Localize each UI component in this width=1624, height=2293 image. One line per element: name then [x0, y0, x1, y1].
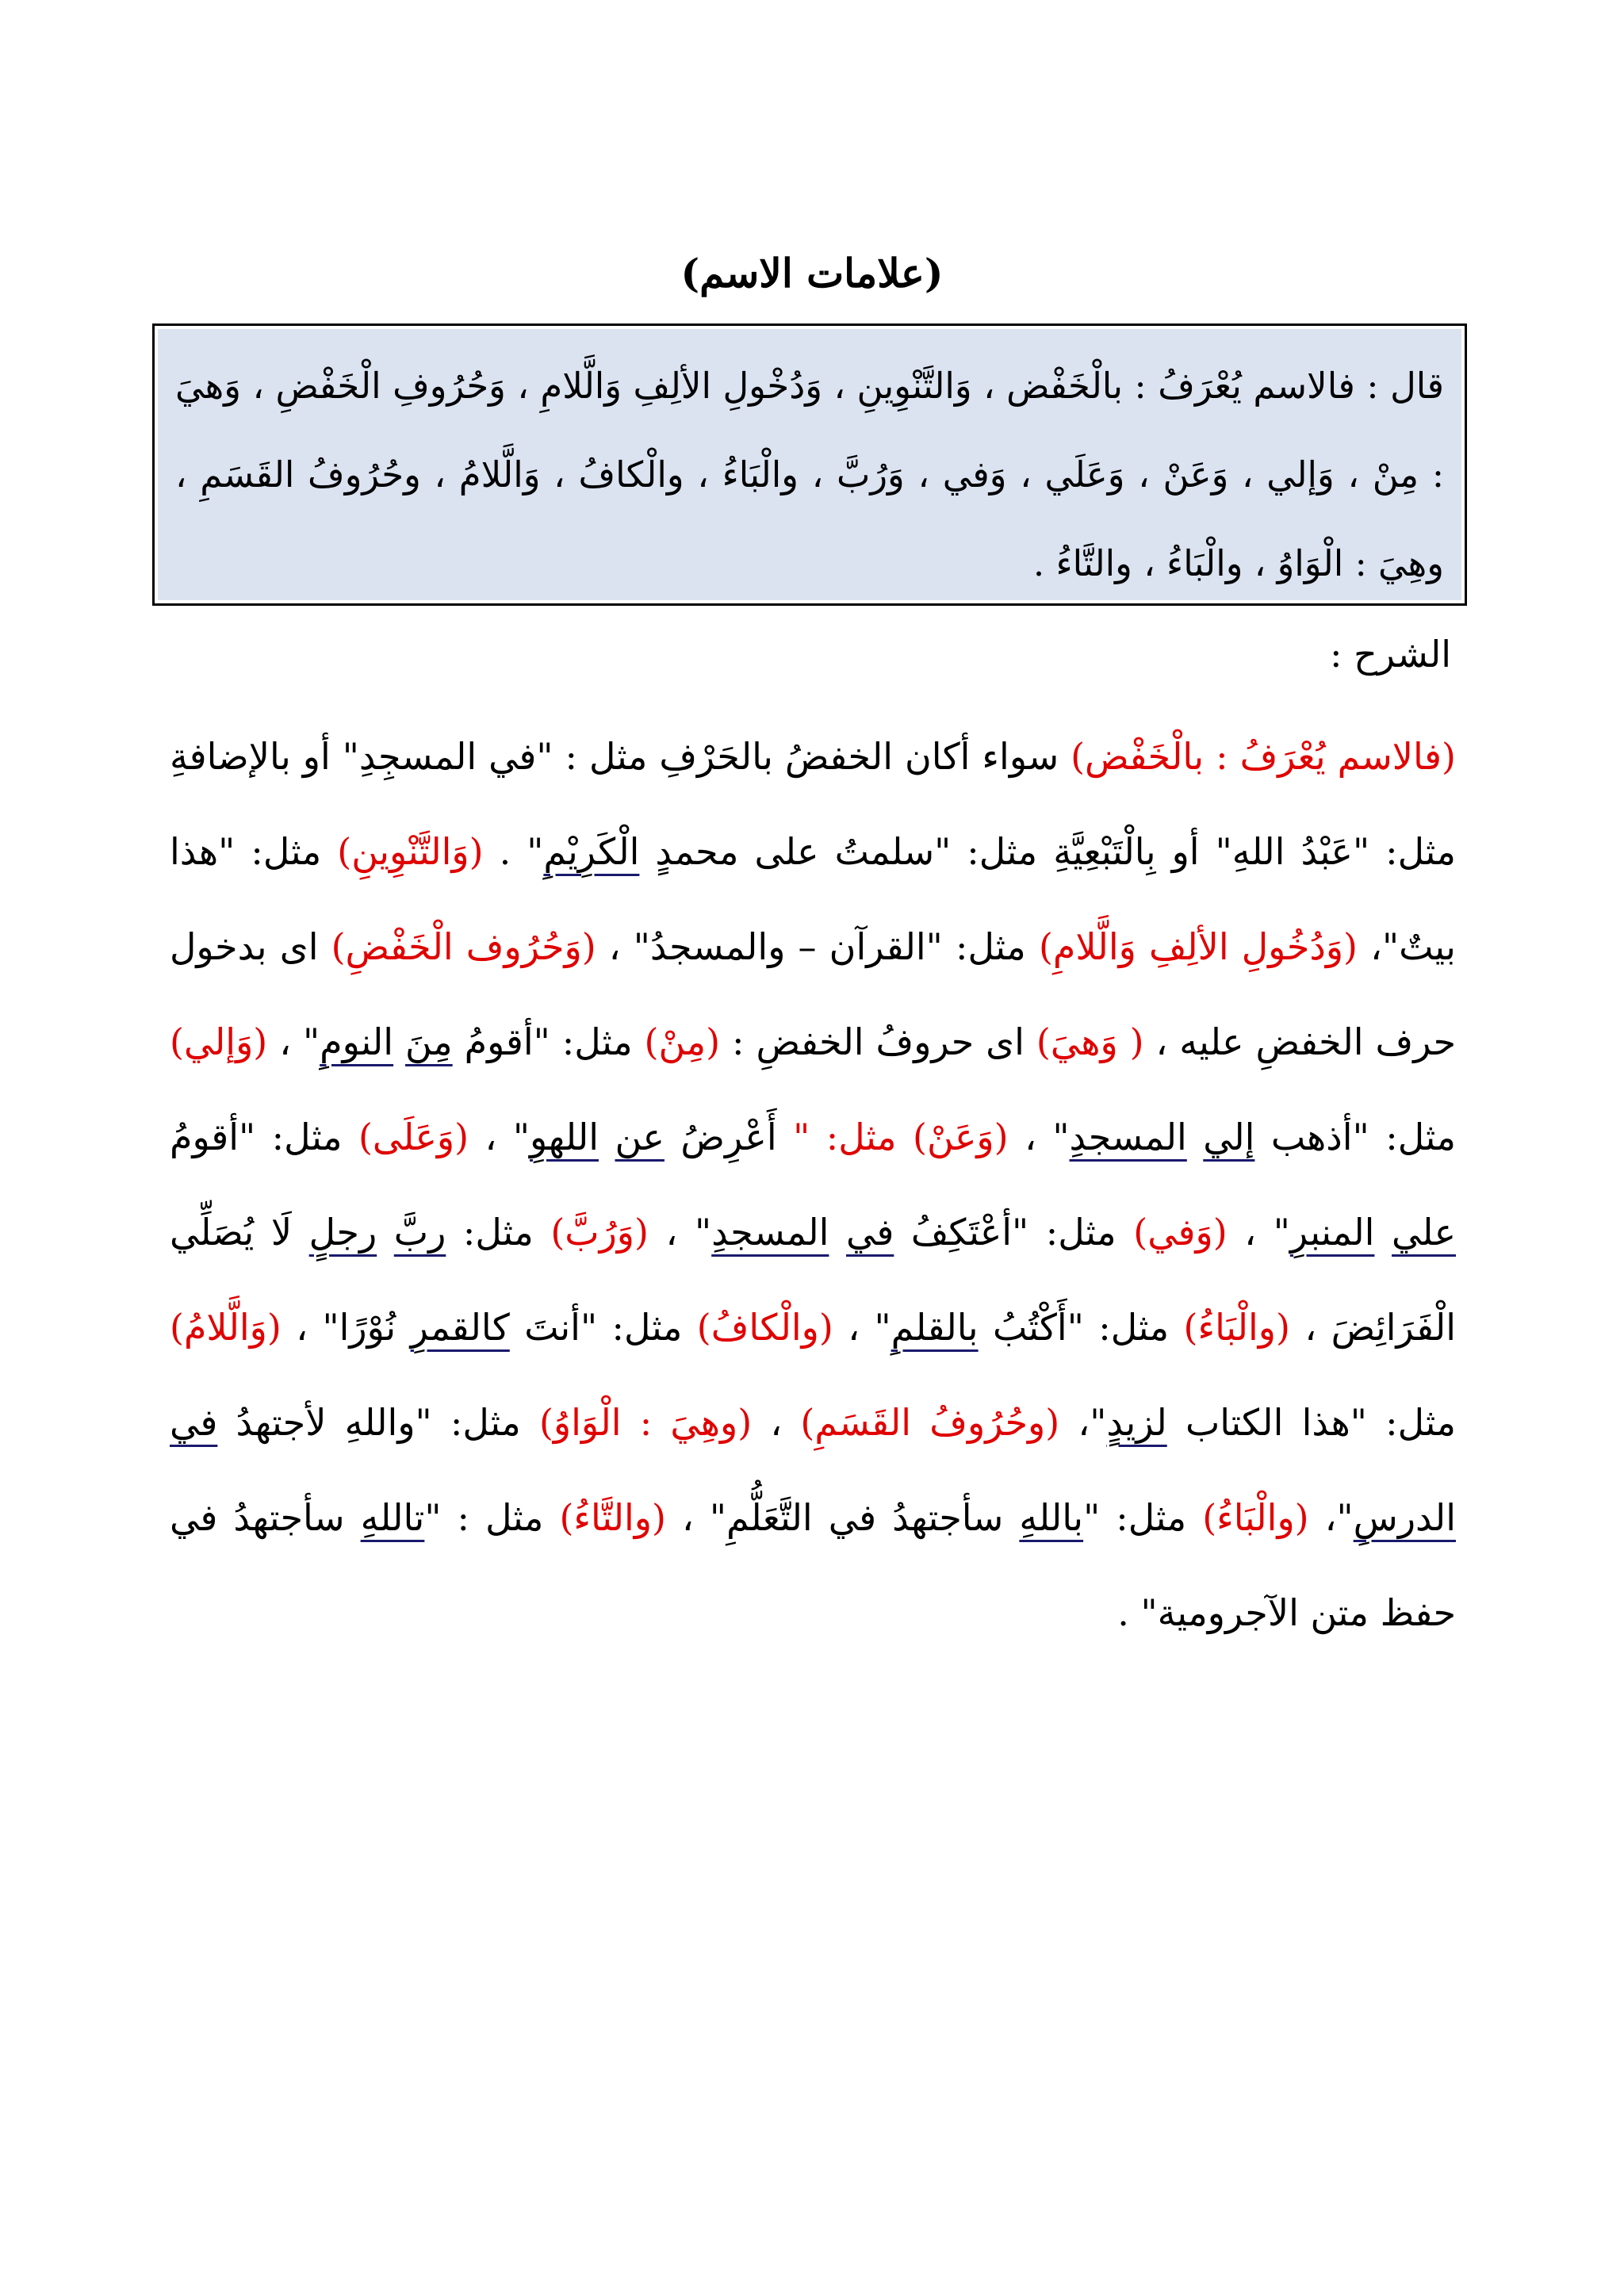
highlighted-term: (وَإلي): [170, 1020, 268, 1063]
highlighted-term: (وَحُرُوف الْخَفْضِ): [331, 925, 596, 968]
commentary-text: "،: [1308, 1496, 1354, 1539]
underlined-word: علي: [1392, 1211, 1457, 1254]
commentary-text: مثل: "أَكْتُبُ: [978, 1306, 1184, 1349]
highlighted-term: (والْكافُ): [696, 1306, 833, 1349]
commentary-text: " ،: [469, 1116, 530, 1158]
commentary-text: أَعْرِضُ: [664, 1116, 794, 1158]
highlighted-term: (وهِيَ : الْوَاوُ): [538, 1401, 753, 1444]
highlighted-term: (وَفي): [1133, 1211, 1228, 1254]
commentary-text: " ،: [648, 1211, 712, 1254]
commentary-text: " ،: [267, 1020, 320, 1063]
highlighted-term: (وَالَّلامُ): [170, 1306, 282, 1349]
commentary-text: " ،: [1227, 1211, 1290, 1254]
highlighted-term: (والْبَاءُ): [1202, 1496, 1309, 1539]
underlined-word: الْكَرِيْمِ: [543, 830, 640, 873]
commentary-text: " ،: [833, 1306, 891, 1349]
highlighted-term: (وَعَنْ) مثل: ": [793, 1116, 1009, 1158]
commentary-text: [393, 1020, 405, 1063]
highlighted-term: (والتَّاءُ): [559, 1496, 666, 1539]
highlighted-term: (مِنْ): [644, 1020, 721, 1063]
matn-box: [152, 323, 1467, 606]
underlined-word: المنبرِ: [1289, 1211, 1375, 1254]
underlined-word: عن: [615, 1116, 665, 1158]
commentary-text: [377, 1211, 394, 1254]
underlined-word: كالقمرِ: [410, 1306, 510, 1349]
commentary-text: سأجتهدُ في حفظ متن الآجرومية" .: [170, 1496, 1456, 1634]
commentary-text: [1187, 1116, 1203, 1158]
commentary-text: اى بدخول حرف الخفضِ عليه ،: [170, 925, 1457, 1063]
underlined-word: الدرسِ: [1353, 1496, 1456, 1539]
highlighted-term: (وَدُخُولِ الألِفِ وَالَّلامِ): [1038, 925, 1358, 968]
commentary-text: مثل: ": [1083, 1496, 1203, 1539]
sharh-heading: الشرح :: [1329, 633, 1451, 676]
commentary-text: مثل:: [446, 1211, 551, 1254]
commentary-text: "،: [1059, 1401, 1107, 1444]
underlined-word: إلي: [1203, 1116, 1255, 1158]
commentary-text: مثل: "أذهب: [1254, 1116, 1457, 1158]
highlighted-term: (وَعَلَى): [358, 1116, 469, 1158]
underlined-word: مِنَ: [405, 1020, 453, 1063]
sharh-body: [170, 709, 1456, 1660]
commentary-text: لَا يُصَلِّي الْفَرَائِضَ ،: [170, 1211, 1457, 1349]
page-title: (علامات الاسم): [680, 250, 944, 297]
highlighted-term: ( وَهيَ): [1036, 1020, 1144, 1063]
commentary-text: مثل: "أعْتَكِفُ: [894, 1211, 1134, 1254]
underlined-word: اللهوِ: [530, 1116, 599, 1158]
commentary-text: [599, 1116, 615, 1158]
commentary-text: مثل: "هذا الكتاب: [1166, 1401, 1456, 1444]
underlined-word: ربَّ: [393, 1211, 446, 1254]
underlined-word: المسجدِ: [711, 1211, 829, 1254]
commentary-text: " ،: [1008, 1116, 1070, 1158]
highlighted-term: (وحُرُوفُ القَسَمِ): [800, 1401, 1060, 1444]
commentary-text: مثل: "واللهِ لأجتهدُ: [217, 1401, 539, 1444]
underlined-word: في: [846, 1211, 894, 1254]
commentary-text: مثل : ": [424, 1496, 560, 1539]
commentary-text: اى حروفُ الخفضِ :: [720, 1020, 1036, 1063]
underlined-word: باللهِ: [1019, 1496, 1084, 1539]
commentary-text: سأجتهدُ في التَّعَلُّمِ" ،: [665, 1496, 1020, 1539]
underlined-word: رجلٍ: [308, 1211, 377, 1254]
commentary-text: ،: [752, 1401, 801, 1444]
underlined-word: لزيدٍ: [1106, 1401, 1167, 1444]
highlighted-term: (وَرُبَّ): [550, 1211, 649, 1254]
commentary-text: [1374, 1211, 1392, 1254]
commentary-text: مثل: "هذا بيتٌ"،: [170, 830, 1456, 968]
underlined-word: بالقلمِ: [891, 1306, 979, 1349]
highlighted-term: (والْبَاءُ): [1183, 1306, 1290, 1349]
commentary-text: مثل: "أقومُ: [170, 1116, 358, 1158]
highlighted-term: (فالاسم يُعْرَفُ : بالْخَفْض): [1071, 735, 1456, 778]
underlined-word: النومِ: [320, 1020, 394, 1063]
commentary-text: مثل: "أقومُ: [452, 1020, 645, 1063]
underlined-word: تاللهِ: [360, 1496, 425, 1539]
highlighted-term: (وَالتَّنْوِينِ): [337, 830, 484, 873]
commentary-text: [829, 1211, 846, 1254]
commentary-text: سواء أكان الخفضُ بالحَرْفِ مثل : "في المسجِدِ" أو بالإضافةِ مثل: "عَبْدُ اللهِ" أو بِالْتَبْعِيَّةِ مثل: "سلمتُ على محمدٍ: [170, 735, 1456, 873]
commentary-text: مثل: "أنتَ: [509, 1306, 697, 1349]
commentary-text: نُوْرًا" ،: [281, 1306, 411, 1349]
underlined-word: في: [170, 1401, 218, 1444]
commentary-text: " .: [483, 830, 544, 873]
matn-text: قال : فالاسم يُعْرَفُ : بالْخَفْض ، وَالتَّنْوِينِ ، وَدُخْولِ الألِفِ وَالَّلامِ ، وَحُرُوفِ الْخَفْضِ ، وَهيَ : مِنْ ، وَإلي ، وَعَنْ ، وَعَلَي ، وَفي ، وَرُبَّ ، والْبَاءُ ، والْكافُ ، وَالَّلامُ ، وحُرُوفُ القَسَمِ ، وهِيَ : الْوَاوُ ، والْبَاءُ ، والتَّاءُ .: [158, 329, 1461, 600]
underlined-word: المسجدِ: [1069, 1116, 1187, 1158]
commentary-text: مثل: "القرآن – والمسجدُ" ،: [596, 925, 1039, 968]
